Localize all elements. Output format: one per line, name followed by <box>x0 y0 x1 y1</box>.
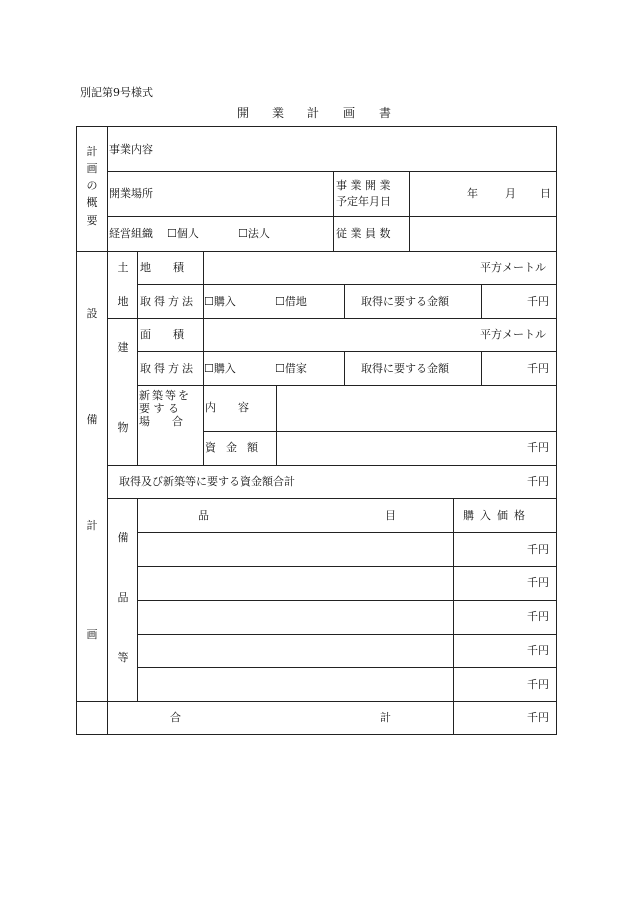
table-divider <box>203 431 557 432</box>
grand-total-label: 計 <box>380 711 391 724</box>
equipment-label-char: 備 <box>117 531 129 544</box>
construction-fund-unit: 千円 <box>527 441 549 454</box>
start-date-field[interactable] <box>412 174 554 214</box>
equipment-price-unit: 千円 <box>527 678 549 691</box>
equipment-label-char: 等 <box>117 651 129 664</box>
grand-total-label: 合 <box>170 711 181 724</box>
table-divider <box>107 216 557 217</box>
table-divider <box>137 284 557 285</box>
table-divider <box>453 498 454 735</box>
construction-content-field[interactable] <box>279 388 554 428</box>
equipment-item-field[interactable] <box>140 535 450 563</box>
equipment-item-field[interactable] <box>140 670 450 698</box>
date-month-label: 月 <box>505 187 516 200</box>
business-content-label: 事業内容 <box>109 143 153 156</box>
table-divider <box>333 171 334 251</box>
checkbox-icon[interactable]: ☐ <box>167 227 177 240</box>
checkbox-icon[interactable]: ☐ <box>238 227 248 240</box>
construction-label: 新築等を <box>139 389 191 402</box>
equipment-item-field[interactable] <box>140 603 450 631</box>
building-area-label: 面 積 <box>140 328 184 341</box>
location-field[interactable] <box>160 174 330 214</box>
table-divider <box>409 171 410 251</box>
building-label-char: 物 <box>117 421 129 434</box>
land-cost-label: 取得に要する金額 <box>361 295 449 308</box>
construction-label: 要 す る <box>139 402 179 415</box>
land-purchase-option[interactable] <box>204 296 236 307</box>
building-cost-label: 取得に要する金額 <box>361 362 449 375</box>
org-individual-label: 個人 <box>176 227 199 240</box>
acquisition-total-unit: 千円 <box>527 475 549 488</box>
table-divider <box>76 701 557 702</box>
checkbox-icon[interactable]: ☐ <box>275 295 285 308</box>
title-char: 画 <box>343 106 356 120</box>
building-method-label: 取得方法 <box>140 362 196 375</box>
land-label-char: 土 <box>117 261 129 274</box>
table-divider <box>481 351 482 385</box>
land-area-label: 地 積 <box>140 261 184 274</box>
employees-label: 従 業 員 数 <box>336 227 391 240</box>
land-lease-option[interactable] <box>275 296 307 307</box>
checkbox-icon[interactable]: ☐ <box>204 295 214 308</box>
table-divider <box>137 667 557 668</box>
table-divider <box>137 351 557 352</box>
acquisition-total-field[interactable] <box>340 468 524 496</box>
equipment-price-unit: 千円 <box>527 543 549 556</box>
org-corporation-label: 法人 <box>247 227 270 240</box>
table-divider <box>137 634 557 635</box>
table-divider <box>107 318 557 319</box>
table-divider <box>276 385 277 465</box>
land-cost-field[interactable] <box>484 287 524 315</box>
table-divider <box>344 351 345 385</box>
facility-label-char: 設 <box>86 307 98 320</box>
overview-label-char: 計 <box>86 145 98 158</box>
table-border <box>76 126 557 127</box>
equipment-label-char: 品 <box>117 591 129 604</box>
table-divider <box>76 251 557 252</box>
table-divider <box>107 498 557 499</box>
facility-label-char: 備 <box>86 413 98 426</box>
facility-label-char: 計 <box>86 519 98 532</box>
org-label: 経営組織 <box>109 227 153 240</box>
building-cost-unit: 千円 <box>527 362 549 375</box>
building-area-unit: 平方メートル <box>480 328 546 341</box>
grand-total-field[interactable] <box>456 704 524 732</box>
title-char: 開 <box>237 106 250 120</box>
table-divider <box>107 126 108 735</box>
table-border <box>76 734 557 735</box>
title-char: 書 <box>379 106 392 120</box>
building-purchase-option[interactable] <box>204 363 236 374</box>
table-divider <box>137 385 557 386</box>
date-year-label: 年 <box>467 187 478 200</box>
start-date-label: 予定年月日 <box>336 195 391 208</box>
equipment-price-unit: 千円 <box>527 610 549 623</box>
table-divider <box>344 284 345 318</box>
equipment-price-unit: 千円 <box>527 644 549 657</box>
equipment-col-item: 品 <box>198 509 209 522</box>
org-individual-option[interactable] <box>167 228 199 239</box>
construction-fund-field[interactable] <box>279 434 524 462</box>
table-divider <box>137 566 557 567</box>
employees-field[interactable] <box>412 219 554 249</box>
facility-label-char: 画 <box>86 628 98 641</box>
land-purchase-label: 購入 <box>213 295 236 308</box>
overview-label-char: の <box>86 179 98 192</box>
location-label: 開業場所 <box>109 187 153 200</box>
equipment-price-unit: 千円 <box>527 576 549 589</box>
land-area-unit: 平方メートル <box>480 261 546 274</box>
table-border <box>76 126 77 735</box>
form-number: 別記第9号様式 <box>80 86 153 99</box>
land-area-field[interactable] <box>206 254 476 282</box>
construction-content-label: 内 容 <box>205 401 249 414</box>
land-label-char: 地 <box>117 295 129 308</box>
construction-label: 場 合 <box>139 415 183 428</box>
acquisition-total-label: 取得及び新築等に要する資金額合計 <box>119 475 295 488</box>
overview-label-char: 画 <box>86 162 98 175</box>
checkbox-icon[interactable]: ☐ <box>275 362 285 375</box>
building-lease-option[interactable] <box>275 363 307 374</box>
equipment-col-price: 購入価格 <box>463 509 531 522</box>
table-divider <box>137 600 557 601</box>
equipment-item-field[interactable] <box>140 569 450 597</box>
org-corporation-option[interactable] <box>238 228 270 239</box>
building-purchase-label: 購入 <box>213 362 236 375</box>
building-area-field[interactable] <box>206 321 476 349</box>
table-divider <box>137 532 557 533</box>
overview-label-char: 概 <box>86 196 98 209</box>
land-lease-label: 借地 <box>284 295 307 308</box>
checkbox-icon[interactable]: ☐ <box>204 362 214 375</box>
business-content-field[interactable] <box>170 130 554 168</box>
start-date-label: 事 業 開 業 <box>336 179 391 192</box>
building-cost-field[interactable] <box>484 354 524 382</box>
building-lease-label: 借家 <box>284 362 307 375</box>
equipment-item-field[interactable] <box>140 637 450 665</box>
table-divider <box>481 284 482 318</box>
date-day-label: 日 <box>540 187 551 200</box>
overview-label-char: 要 <box>86 214 98 227</box>
title-char: 計 <box>307 106 320 120</box>
table-divider <box>107 171 557 172</box>
table-divider <box>107 465 557 466</box>
equipment-col-item: 目 <box>385 509 396 522</box>
title-char: 業 <box>272 106 285 120</box>
land-cost-unit: 千円 <box>527 295 549 308</box>
construction-fund-label: 資金額 <box>205 441 268 454</box>
building-label-char: 建 <box>117 341 129 354</box>
grand-total-unit: 千円 <box>527 711 549 724</box>
land-method-label: 取得方法 <box>140 295 196 308</box>
